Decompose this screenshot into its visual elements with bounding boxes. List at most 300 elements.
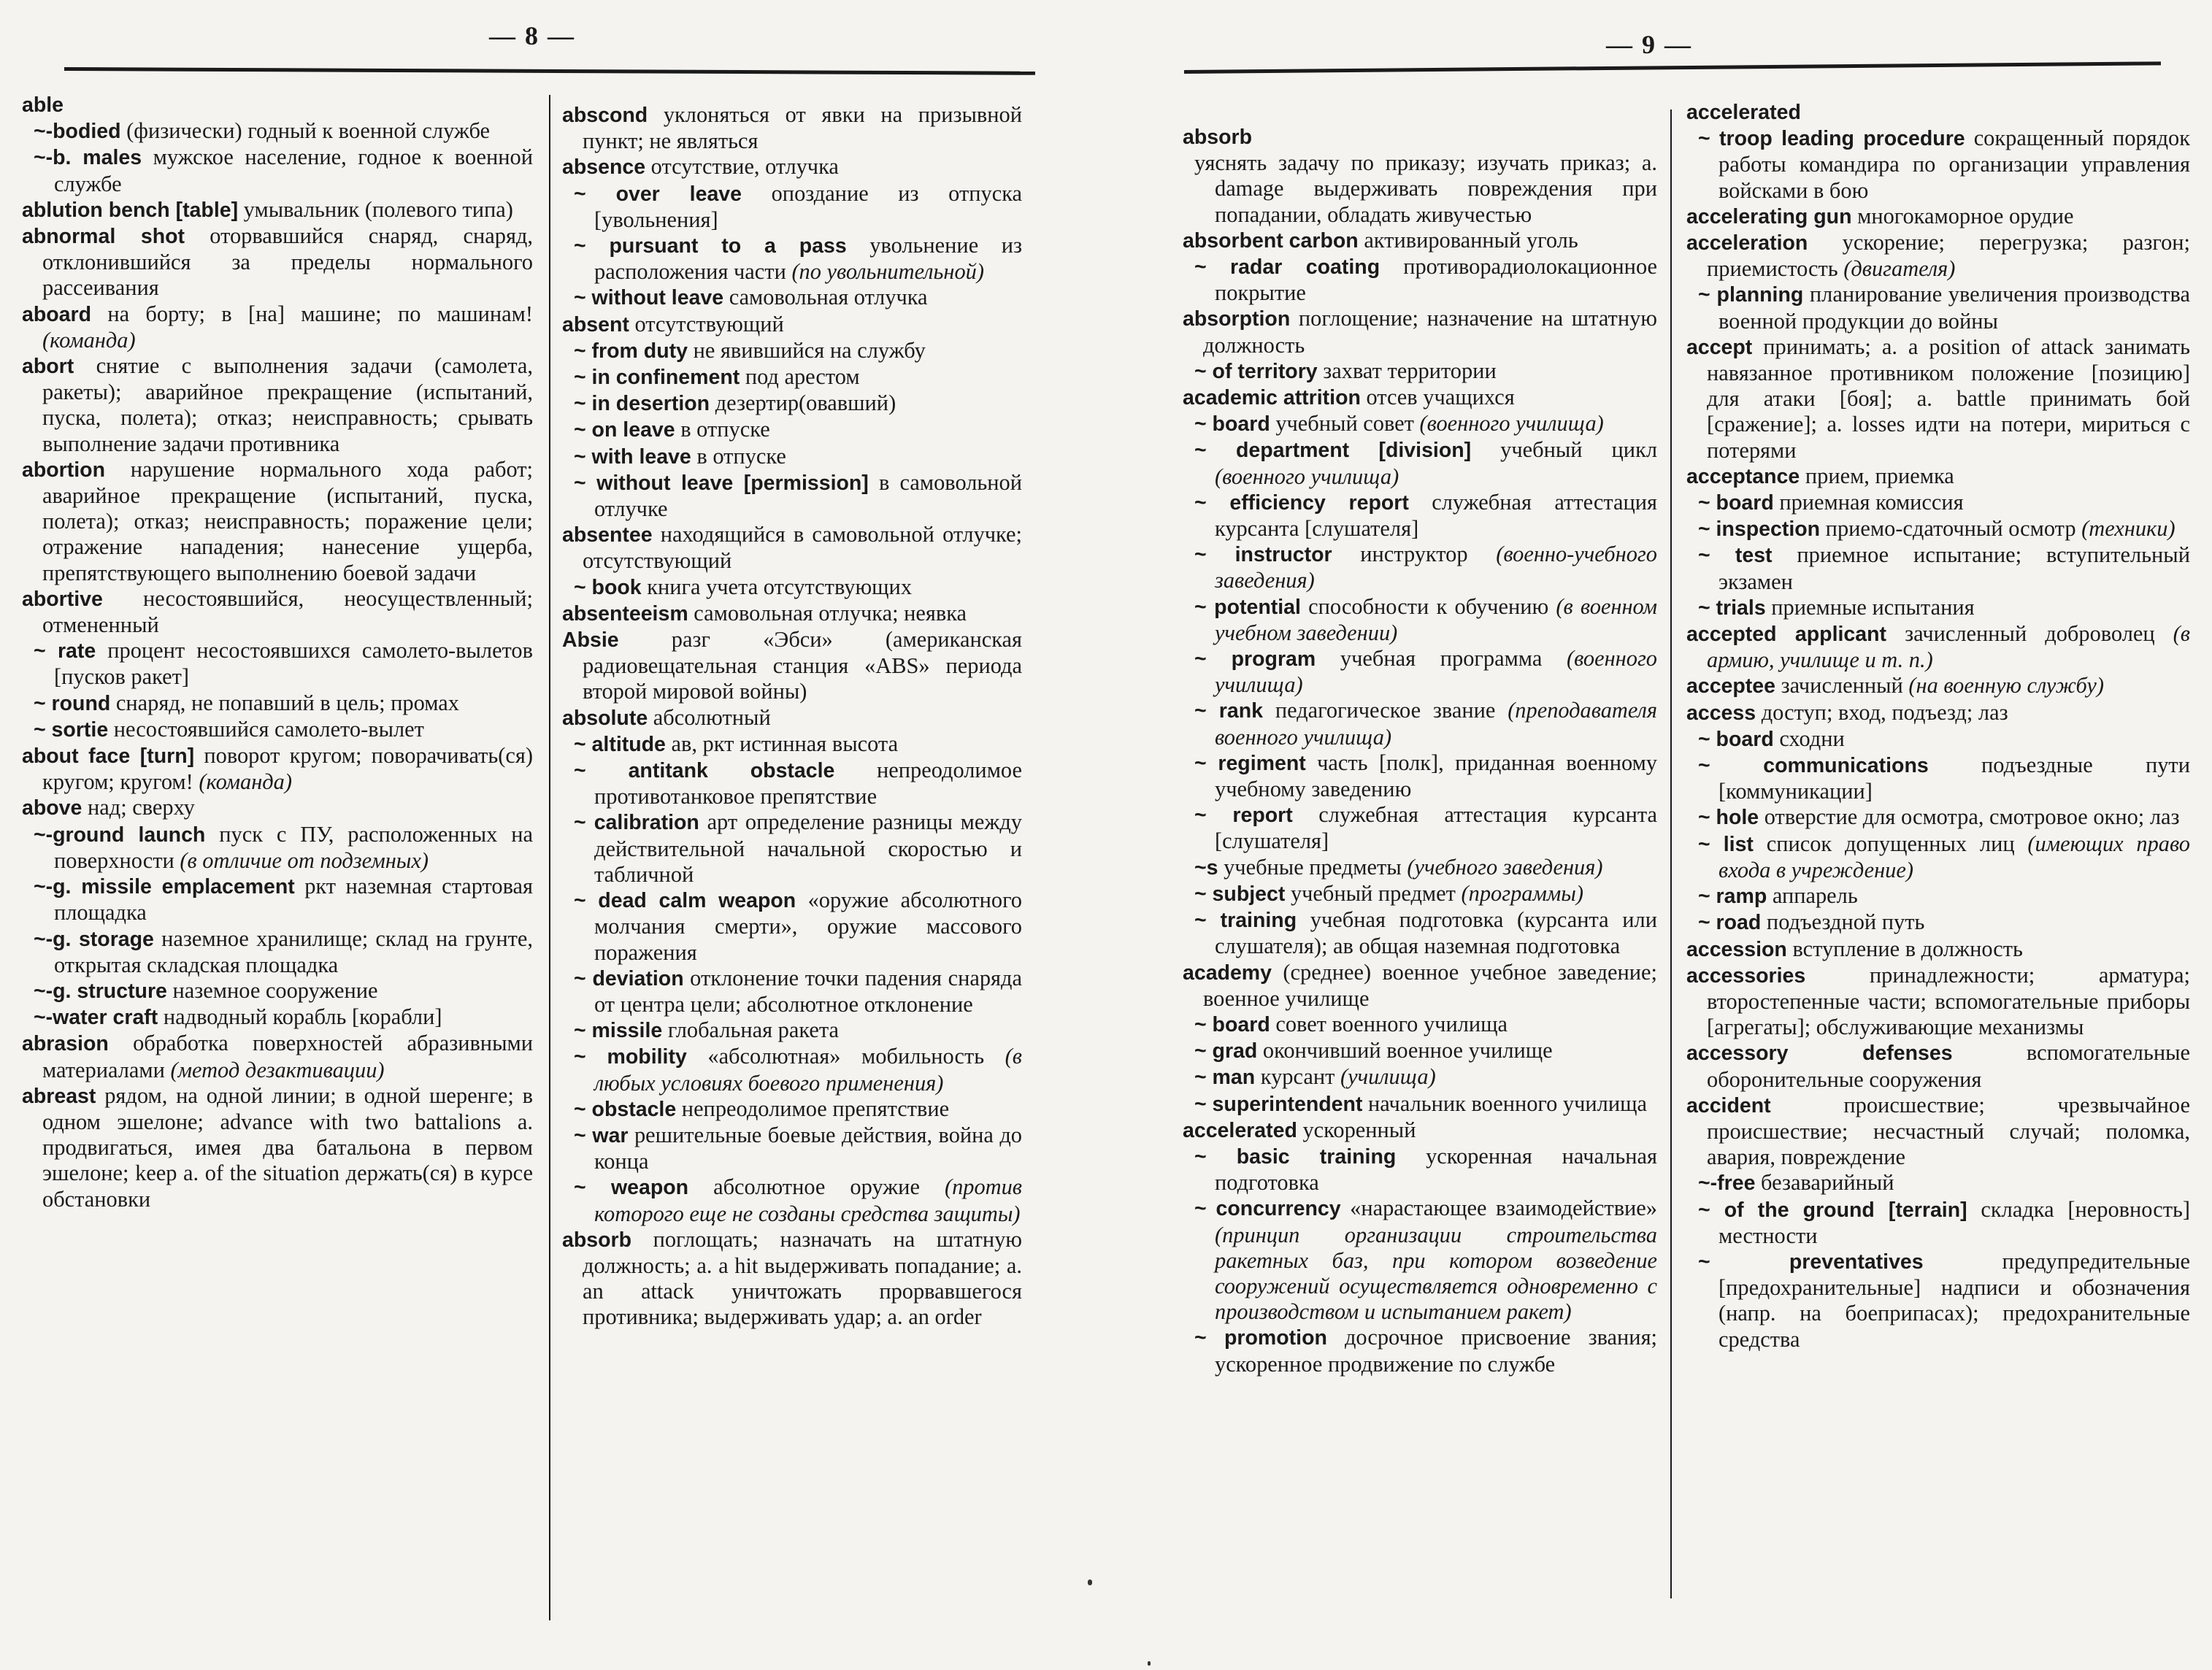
dictionary-entry [562, 601, 1022, 627]
entry-definition: подъездной путь [1761, 909, 1925, 935]
dictionary-entry [562, 312, 1022, 338]
entry-definition: (среднее) военное учебное заведение; военное училище [1203, 959, 1657, 1011]
entry-definition: глобальная ракета [662, 1017, 839, 1043]
header-rule-left [64, 67, 1035, 75]
dictionary-entry [1183, 437, 1657, 489]
page-number-left: — 8 — [489, 21, 575, 50]
dictionary-entry [1686, 1197, 2190, 1249]
entry-headword: ~ with leave [574, 445, 691, 469]
dictionary-entry [1183, 855, 1657, 881]
dictionary-entry [562, 364, 1022, 390]
entry-headword: academic attrition [1183, 386, 1361, 410]
entry-headword: able [22, 93, 64, 117]
dictionary-entry [562, 731, 1022, 758]
entry-headword: ~ in confinement [574, 366, 740, 390]
entry-headword: ~ hole [1698, 806, 1759, 830]
entry-headword: acceptee [1686, 674, 1776, 699]
entry-definition: несостоявшийся, неосуществленный; отмененный [42, 585, 533, 638]
entry-note: (преподавателя военного училища) [1215, 698, 1657, 750]
entry-headword: accessories [1686, 963, 1806, 988]
entry-note: (против которого еще не созданы средства защиты) [594, 1174, 1022, 1226]
entry-definition: приемные испытания [1765, 594, 1975, 620]
dictionary-entry [1686, 490, 2190, 516]
entry-headword: ~-free [1698, 1171, 1756, 1196]
dictionary-entry [1686, 621, 2190, 673]
entry-definition: учебные предметы [1218, 854, 1402, 880]
entry-note: (принцип организации строительства ракетных баз, при котором возведение сооружений осуществляется одновременно с производством и испытанием ракет) [1215, 1222, 1657, 1325]
entry-headword: accept [1686, 335, 1753, 359]
dictionary-entry [1686, 126, 2190, 204]
entry-definition: мужское население, годное к военной службе [54, 145, 533, 196]
dictionary-entry [1183, 750, 1657, 802]
page-speck [1148, 1661, 1151, 1666]
entry-definition: снаряд, не попавший в цель; промах [110, 690, 459, 715]
entry-definition: ускорение; перегрузка; разгон; приемистость [1707, 230, 2190, 282]
dictionary-entry [1183, 358, 1657, 385]
entry-definition: арт определение разницы между действительной начальной скоростью и табличной [594, 809, 1022, 887]
entry-note: (военного училища) [1413, 411, 1604, 436]
entry-headword: absorb [1183, 126, 1253, 149]
entry-headword: ~ on leave [574, 418, 675, 442]
entry-definition: отверстие для осмотра, смотровое окно; лаз [1759, 804, 2180, 830]
entry-headword: ~ board [1698, 727, 1774, 751]
entry-definition: планирование увеличения производства военной продукции до войны [1718, 282, 2190, 334]
dictionary-entry [22, 690, 533, 717]
entry-definition: доступ; вход, подъезд; лаз [1756, 699, 2008, 725]
column-divider-right [1670, 109, 1672, 1598]
dictionary-entry [562, 338, 1022, 364]
entry-definition: часть [полк], приданная военному учебному заведению [1215, 750, 1657, 802]
entry-headword: ~ calibration [574, 811, 699, 835]
entry-headword: ~ superintendent [1194, 1092, 1363, 1116]
entry-definition: отклонение точки падения снаряда от центра цели; абсолютное отклонение [594, 965, 1022, 1017]
entry-definition: складка [неровность] местности [1718, 1196, 2190, 1248]
entry-headword: ~ obstacle [574, 1097, 677, 1121]
entry-definition: противорадиолокационное покрытие [1215, 254, 1657, 306]
entry-definition: досрочное присвоение звания; ускоренное продвижение по службе [1215, 1325, 1657, 1377]
entry-headword: abreast [22, 1084, 96, 1108]
entry-note: (двигателя) [1837, 256, 1956, 282]
entry-note: (программы) [1455, 880, 1583, 906]
entry-definition: инструктор [1332, 542, 1468, 567]
entry-headword: ~s [1194, 855, 1218, 880]
entry-note: (в армию, училище и т. п.) [1707, 621, 2190, 673]
entry-definition: не явившийся на службу [687, 337, 926, 363]
entry-definition: прием, приемка [1800, 463, 1954, 488]
entry-headword: absence [562, 155, 646, 180]
dictionary-entry [1183, 1196, 1657, 1325]
dictionary-entry [562, 1044, 1022, 1096]
entry-note: (команда) [42, 327, 136, 353]
entry-headword: ~ regiment [1194, 751, 1306, 775]
dictionary-entry [1686, 936, 2190, 963]
entry-definition: приемная комиссия [1773, 490, 1964, 515]
dictionary-entry [562, 966, 1022, 1017]
entry-headword: ~ concurrency [1194, 1197, 1341, 1221]
entry-headword: academy [1183, 961, 1272, 985]
dictionary-entry [22, 874, 533, 926]
entry-headword: abortive [22, 587, 103, 611]
entry-note: (военно-учебного заведения) [1215, 542, 1657, 593]
dictionary-entry [562, 417, 1022, 443]
entry-definition: аппарель [1767, 883, 1858, 909]
dictionary-entry [1183, 1091, 1657, 1117]
entry-definition: обработка поверхностей абразивными материалами [42, 1031, 533, 1082]
entry-definition: поглощать; назначать на штатную должность; a. a hit выдерживать попадание; a. an attack уничтожать прорвавшегося противника; выдерживать удар; a. an order [583, 1226, 1022, 1330]
dictionary-entry [562, 1174, 1022, 1226]
entry-definition: непреодолимое противотанковое препятствие [594, 758, 1022, 809]
entry-headword: ~ without leave [permission] [574, 471, 869, 495]
entry-headword: above [22, 796, 82, 820]
dictionary-entry [1183, 881, 1657, 907]
entry-definition: зачисленный [1775, 673, 1903, 699]
entry-headword: absorption [1183, 307, 1291, 331]
dictionary-entry [562, 758, 1022, 809]
dictionary-entry [562, 888, 1022, 966]
dictionary-entry [1686, 204, 2190, 230]
dictionary-entry [1686, 883, 2190, 909]
entry-definition: самовольная отлучка [723, 285, 928, 310]
entry-definition: начальник военного училища [1362, 1090, 1647, 1116]
dictionary-entry [1686, 673, 2190, 699]
entry-headword: ~ planning [1698, 283, 1804, 307]
entry-note: (учебного заведения) [1401, 854, 1603, 880]
entry-definition: курсант [1255, 1064, 1335, 1090]
dictionary-entry [562, 470, 1022, 522]
entry-headword: Absie [562, 628, 619, 653]
entry-note: (в любых условиях боевого применения) [594, 1044, 1022, 1096]
dictionary-entry [1686, 909, 2190, 936]
entry-definition: сходни [1773, 726, 1845, 751]
dictionary-entry [562, 102, 1022, 154]
entry-definition: учебная подготовка (курсанта или слушателя); ав общая наземная подготовка [1215, 907, 1657, 959]
entry-definition: служебная аттестация курсанта [слушателя] [1215, 802, 1657, 854]
entry-definition: опоздание из отпуска [увольнения] [594, 180, 1022, 232]
dictionary-entry [562, 154, 1022, 180]
dictionary-entry [1183, 1144, 1657, 1196]
entry-note: (военного училища) [1215, 463, 1399, 489]
entry-headword: abscond [562, 104, 648, 127]
entry-headword: accident [1686, 1093, 1771, 1117]
entry-note: (по увольнительной) [786, 259, 984, 285]
entry-headword: ~ program [1194, 647, 1316, 672]
entry-definition: совет военного училища [1270, 1011, 1508, 1036]
page-number-right: — 9 — [1606, 30, 1692, 59]
entry-headword: ~-g. structure [34, 979, 167, 1003]
entry-definition: вступление в должность [1786, 936, 2023, 961]
dictionary-entry [562, 627, 1022, 705]
dictionary-entry [1686, 1040, 2190, 1092]
entry-definition: в самовольной отлучке [594, 469, 1022, 522]
entry-definition: приемо-сдаточный осмотр [1820, 516, 2076, 542]
entry-headword: access [1686, 701, 1756, 725]
entry-headword: absent [562, 312, 629, 336]
entry-headword: ~-b. males [34, 146, 142, 170]
dictionary-entry [1183, 802, 1657, 854]
entry-headword: ~ rate [34, 639, 96, 663]
entry-note: (имеющих право входа в учреждение) [1718, 831, 2190, 882]
entry-definition: учебный цикл [1471, 437, 1657, 463]
entry-definition: непреодолимое препятствие [676, 1096, 950, 1121]
entry-headword: ~ subject [1194, 882, 1286, 906]
entry-headword: abnormal shot [22, 225, 185, 249]
dictionary-entry [1183, 960, 1657, 1012]
entry-headword: ~ training [1194, 909, 1297, 933]
entry-headword: accelerating gun [1686, 204, 1852, 228]
entry-definition: приемное испытание; вступительный экзамен [1718, 542, 2190, 594]
dictionary-entry [1183, 1325, 1657, 1377]
entry-note: (на военную службу) [1902, 673, 2104, 699]
dictionary-entry [1183, 254, 1657, 306]
entry-headword: acceleration [1686, 231, 1808, 255]
dictionary-entry [1686, 1249, 2190, 1352]
entry-definition: активированный уголь [1358, 227, 1578, 253]
entry-definition: многокаморное орудие [1851, 203, 2074, 228]
entry-definition: захват территории [1317, 358, 1497, 383]
page-speck [1088, 1579, 1092, 1585]
dictionary-entry [562, 390, 1022, 417]
entry-headword: ~ board [1194, 412, 1270, 436]
entry-headword: ~ missile [574, 1019, 663, 1043]
dictionary-entry [1686, 753, 2190, 804]
dictionary-entry [1686, 99, 2190, 126]
entry-headword: ~ instructor [1194, 543, 1332, 567]
dictionary-entry [1183, 385, 1657, 411]
entry-definition: ускоренная начальная подготовка [1215, 1143, 1657, 1196]
entry-definition: абсолютный [648, 704, 771, 730]
dictionary-entry [1686, 463, 2190, 490]
entry-definition: «абсолютная» мобильность [686, 1044, 985, 1069]
dictionary-entry [1183, 594, 1657, 646]
entry-headword: about face [turn] [22, 744, 195, 769]
dictionary-entry [22, 1031, 533, 1082]
entry-definition: процент несостоявшихся самолето-вылетов [пусков ракет] [54, 638, 533, 690]
dictionary-entry [562, 574, 1022, 601]
dictionary-entry [1686, 230, 2190, 282]
entry-headword: abrasion [22, 1032, 109, 1056]
entry-note: (военного училища) [1215, 646, 1657, 698]
entry-headword: accelerated [1183, 1118, 1297, 1142]
entry-headword: ~ round [34, 691, 111, 715]
dictionary-entry [1183, 1038, 1657, 1064]
entry-headword: ~ basic training [1194, 1144, 1397, 1169]
entry-headword: ~ in desertion [574, 392, 710, 416]
entry-definition: наземное хранилище; склад на грунте, открытая складская площадка [54, 926, 533, 977]
entry-definition: учебная программа [1316, 646, 1543, 672]
entry-headword: ~ communications [1698, 754, 1929, 778]
dictionary-entry [1183, 542, 1657, 593]
dictionary-entry [1686, 700, 2190, 726]
dictionary-entry [562, 1096, 1022, 1123]
dictionary-entry [22, 586, 533, 638]
dictionary-entry [22, 92, 533, 118]
entry-definition: находящийся в самовольной отлучке; отсутствующий [583, 522, 1022, 574]
entry-headword: ~ list [1698, 832, 1754, 856]
entry-note: (училища) [1335, 1064, 1436, 1090]
entry-headword: ~ pursuant to a pass [574, 234, 847, 258]
entry-headword: absolute [562, 706, 648, 730]
dictionary-entry [1183, 907, 1657, 959]
entry-headword: accelerated [1686, 101, 1801, 124]
entry-headword: accessory defenses [1686, 1042, 1953, 1066]
entry-headword: ~ war [574, 1123, 629, 1147]
entry-definition: уклоняться от явки на призывной пункт; не являться [583, 102, 1022, 154]
entry-headword: aboard [22, 302, 92, 326]
dictionary-entry [22, 145, 533, 196]
entry-headword: ~ mobility [574, 1045, 687, 1069]
entry-definition: отсутствие, отлучка [645, 154, 839, 180]
entry-headword: ~ radar coating [1194, 255, 1380, 280]
entry-definition: умывальник (полевого типа) [238, 196, 513, 222]
dictionary-entry [1183, 646, 1657, 698]
entry-definition: надводный корабль [корабли] [158, 1004, 442, 1030]
dictionary-entry [562, 1227, 1022, 1331]
entry-definition: ав, ркт истинная высота [665, 731, 899, 756]
entry-headword: ~ antitank obstacle [574, 759, 835, 783]
dictionary-entry [22, 638, 533, 690]
entry-headword: absenteeism [562, 601, 688, 626]
entry-headword: absorb [562, 1228, 632, 1252]
entry-headword: ~ board [1698, 491, 1774, 515]
dictionary-entry [1686, 726, 2190, 753]
dictionary-entry [22, 197, 533, 223]
dictionary-entry [22, 118, 533, 145]
entry-definition: рядом, на одной линии; в одной шеренге; в одном эшелоне; advance with two battalions a. продвигаться, имея два батальона в первом эшелоне; keep a. of the situation держать(ся) в курсе обстановки [42, 1082, 533, 1212]
column-divider-left [549, 95, 550, 1620]
entry-headword: ~ of the ground [terrain] [1698, 1198, 1967, 1222]
entry-headword: ~-ground launch [34, 823, 206, 847]
dictionary-column-3 [1183, 124, 1657, 1657]
entry-headword: ~ potential [1194, 595, 1301, 619]
entry-headword: ~ preventatives [1698, 1250, 1924, 1274]
entry-headword: ~ ramp [1698, 885, 1767, 909]
entry-headword: ~ department [division] [1194, 439, 1472, 463]
entry-definition: книга учета отсутствующих [641, 574, 913, 599]
entry-headword: ~ inspection [1698, 517, 1821, 542]
entry-headword: ~ report [1194, 804, 1293, 828]
entry-definition: зачисленный доброволец [1886, 621, 2155, 647]
entry-headword: ~ efficiency report [1194, 490, 1409, 515]
entry-note: (команда) [193, 769, 292, 795]
entry-headword: ~ trials [1698, 596, 1766, 620]
entry-definition: на борту; в [на] машине; по машинам! [91, 301, 533, 326]
dictionary-entry [562, 705, 1022, 731]
entry-definition: уяснять задачу по приказу; изучать приказ; a. damage выдерживать повреждения при попадании, обладать живучестью [1194, 150, 1657, 227]
entry-definition: «нарастающее взаимодействие» [1340, 1196, 1657, 1221]
entry-definition: учебный совет [1270, 411, 1414, 436]
entry-definition: вспомогательные оборонительные сооружения [1707, 1040, 2190, 1092]
entry-headword: ~-bodied [34, 120, 121, 144]
entry-definition: принимать; a. a position of attack занимать навязанное противником положение [позицию] для атаки [боя]; a. battle принимать бой [сражение]; a. losses идти на потери, мириться с потерями [1707, 334, 2190, 463]
entry-headword: accepted applicant [1686, 623, 1887, 647]
dictionary-entry [22, 978, 533, 1004]
dictionary-column-1 [22, 92, 533, 1654]
entry-definition: предупредительные [предохранительные] надписи и обозначения (напр. на боеприпасах); предохранительные средства [1718, 1248, 2190, 1352]
dictionary-entry [1686, 542, 2190, 594]
dictionary-entry [1686, 804, 2190, 831]
entry-definition: поглощение; назначение на штатную должность [1203, 306, 1657, 358]
dictionary-entry [1183, 228, 1657, 254]
entry-definition: сокращенный порядок работы командира по организации управления войсками в бою [1718, 126, 2190, 203]
dictionary-entry [22, 717, 533, 743]
entry-headword: abort [22, 355, 74, 379]
dictionary-entry [22, 457, 533, 586]
dictionary-entry [1183, 150, 1657, 228]
dictionary-entry [1686, 1093, 2190, 1171]
entry-headword: ~ board [1194, 1012, 1270, 1036]
entry-definition: самовольная отлучка; неявка [688, 600, 967, 626]
entry-headword: acceptance [1686, 464, 1800, 488]
dictionary-entry [562, 809, 1022, 888]
dictionary-entry [562, 1123, 1022, 1174]
dictionary-entry [22, 1083, 533, 1212]
entry-definition: оторвавшийся снаряд, снаряд, отклонившийся за пределы нормального рассеивания [42, 223, 533, 301]
entry-definition: принадлежности; арматура; второстепенные части; вспомогательные приборы [агрегаты]; обслуживающие механизмы [1707, 962, 2190, 1040]
entry-definition: список допущенных лиц [1753, 831, 2015, 856]
entry-definition: ркт наземная стартовая площадка [54, 874, 533, 926]
entry-headword: accession [1686, 937, 1787, 961]
entry-definition: под арестом [740, 364, 860, 390]
dictionary-entry [1686, 516, 2190, 542]
entry-headword: ~ of territory [1194, 359, 1318, 383]
entry-headword: ~ dead calm weapon [574, 889, 796, 913]
dictionary-entry [1686, 334, 2190, 463]
dictionary-entry [1183, 490, 1657, 542]
entry-headword: ~-g. storage [34, 927, 154, 951]
entry-definition: абсолютное оружие [688, 1174, 920, 1200]
dictionary-entry [562, 444, 1022, 470]
entry-headword: ~-water craft [34, 1006, 158, 1030]
entry-definition: происшествие; чрезвычайное происшествие; несчастный случай; поломка, авария, повреждение [1707, 1092, 2190, 1170]
entry-headword: ~ altitude [574, 732, 666, 756]
dictionary-column-4 [1686, 99, 2190, 1661]
dictionary-entry [22, 822, 533, 874]
entry-headword: absorbent carbon [1183, 228, 1359, 253]
entry-note: (метод дезактивации) [164, 1057, 385, 1082]
entry-definition: отсев учащихся [1360, 385, 1515, 410]
dictionary-entry [1686, 1170, 2190, 1196]
entry-definition: служебная аттестация курсанта [слушателя] [1215, 489, 1657, 542]
entry-definition: педагогическое звание [1263, 698, 1496, 723]
dictionary-entry [22, 301, 533, 353]
dictionary-entry [1183, 1117, 1657, 1144]
entry-note: (техники) [2075, 516, 2175, 542]
entry-definition: увольнение из расположения части [594, 233, 1022, 285]
entry-headword: ~ promotion [1194, 1326, 1327, 1350]
dictionary-entry [562, 522, 1022, 574]
entry-headword: ~ road [1698, 911, 1762, 935]
dictionary-entry [22, 1004, 533, 1031]
entry-headword: ~ sortie [34, 717, 109, 742]
entry-definition: отсутствующий [629, 311, 784, 336]
dictionary-entry [1183, 1012, 1657, 1038]
entry-definition: подъездные пути [коммуникации] [1718, 753, 2190, 804]
entry-headword: ~ weapon [574, 1176, 689, 1200]
entry-definition: пуск с ПУ, расположенных на поверхности [54, 821, 533, 873]
entry-definition: окончивший военное училище [1257, 1038, 1553, 1063]
dictionary-entry [22, 223, 533, 301]
dictionary-entry [1183, 124, 1657, 150]
entry-headword: ~ book [574, 575, 642, 599]
header-rule-right [1184, 61, 2161, 74]
entry-definition: наземное сооружение [166, 977, 378, 1003]
dictionary-entry [22, 743, 533, 795]
dictionary-entry [22, 795, 533, 821]
entry-headword: ~ over leave [574, 182, 742, 206]
entry-headword: absentee [562, 523, 653, 547]
entry-definition: дезертир(овавший) [710, 390, 896, 416]
entry-definition: разг «Эбси» (американская радиовещательная станция «ABS» периода второй мировой войны) [583, 627, 1022, 704]
